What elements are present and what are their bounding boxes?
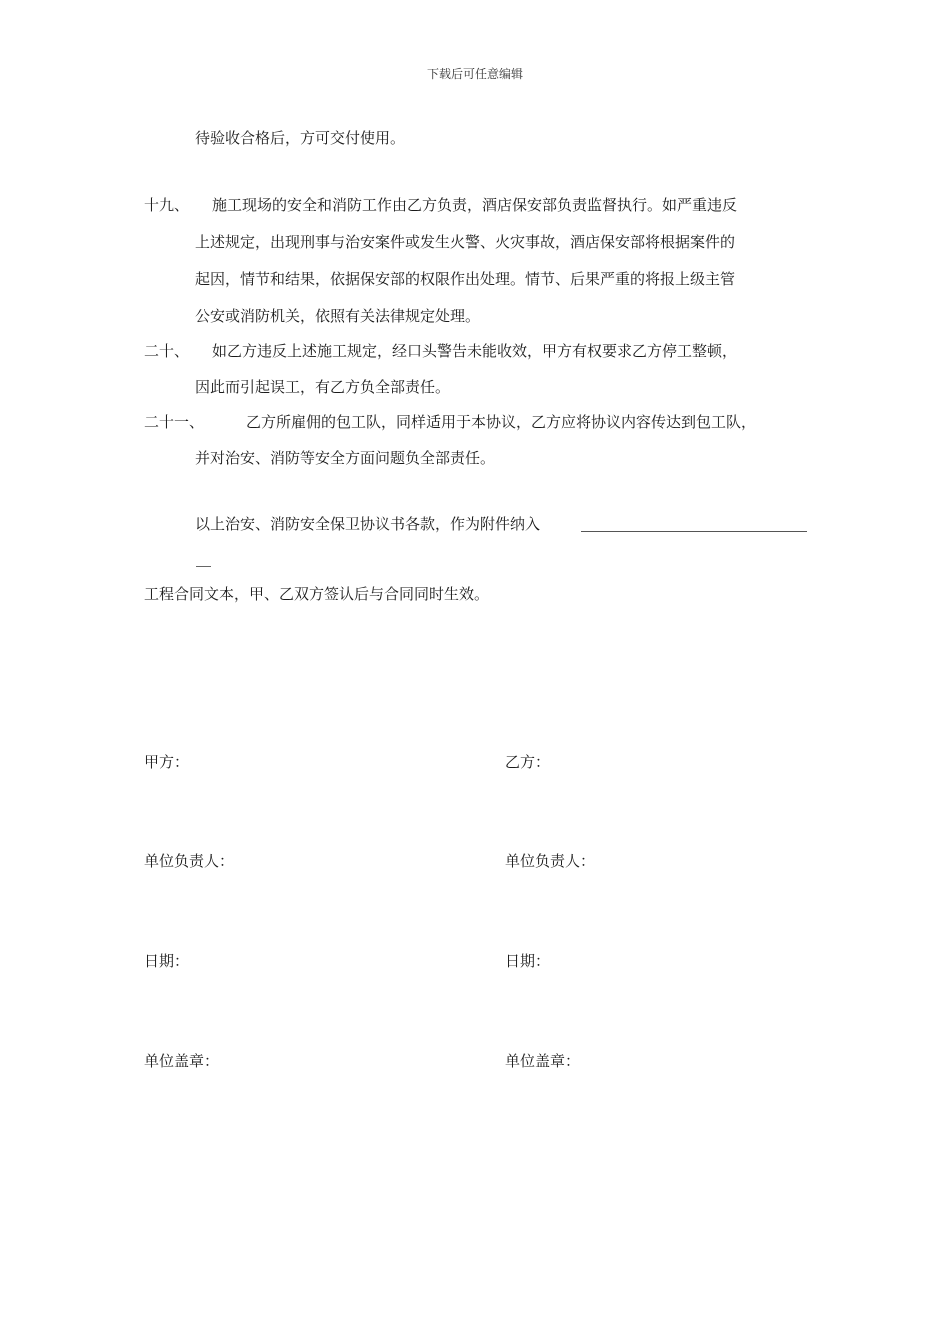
party-b-label: 乙方：	[505, 753, 551, 771]
party-b-responsible-label: 单位负责人：	[505, 852, 596, 870]
continuation-line: 待验收合格后，方可交付使用。	[195, 129, 406, 147]
clause-20-number: 二十、	[144, 342, 190, 360]
party-b-seal-label: 单位盖章：	[505, 1052, 581, 1070]
party-a-label: 甲方：	[144, 753, 190, 771]
clause-20-line-2: 因此而引起误工，有乙方负全部责任。	[195, 378, 451, 396]
project-name-blank	[581, 531, 807, 532]
closing-line-1: 以上治安、消防安全保卫协议书各款，作为附件纳入	[195, 515, 541, 533]
clause-19-line-2: 上述规定，出现刑事与治安案件或发生火警、火灾事故，酒店保安部将根据案件的	[195, 233, 736, 251]
blank-dash	[196, 566, 211, 567]
clause-19-line-3: 起因，情节和结果，依据保安部的权限作出处理。情节、后果严重的将报上级主管	[195, 270, 736, 288]
clause-19-number: 十九、	[144, 196, 190, 214]
clause-19-line-1: 施工现场的安全和消防工作由乙方负责，酒店保安部负责监督执行。如严重违反	[212, 196, 738, 214]
party-b-date-label: 日期：	[505, 952, 551, 970]
party-a-seal-label: 单位盖章：	[144, 1052, 220, 1070]
closing-line-2: 工程合同文本，甲、乙双方签认后与合同同时生效。	[144, 585, 490, 603]
party-a-date-label: 日期：	[144, 952, 190, 970]
clause-20-line-1: 如乙方违反上述施工规定，经口头警告未能收效，甲方有权要求乙方停工整顿，	[212, 342, 738, 360]
clause-21-line-1: 乙方所雇佣的包工队，同样适用于本协议，乙方应将协议内容传达到包工队，	[246, 413, 757, 431]
page-header-note: 下载后可任意编辑	[426, 67, 523, 81]
clause-19-line-4: 公安或消防机关，依照有关法律规定处理。	[195, 307, 481, 325]
party-a-responsible-label: 单位负责人：	[144, 852, 235, 870]
clause-21-number: 二十一、	[144, 413, 205, 431]
clause-21-line-2: 并对治安、消防等安全方面问题负全部责任。	[195, 449, 496, 467]
